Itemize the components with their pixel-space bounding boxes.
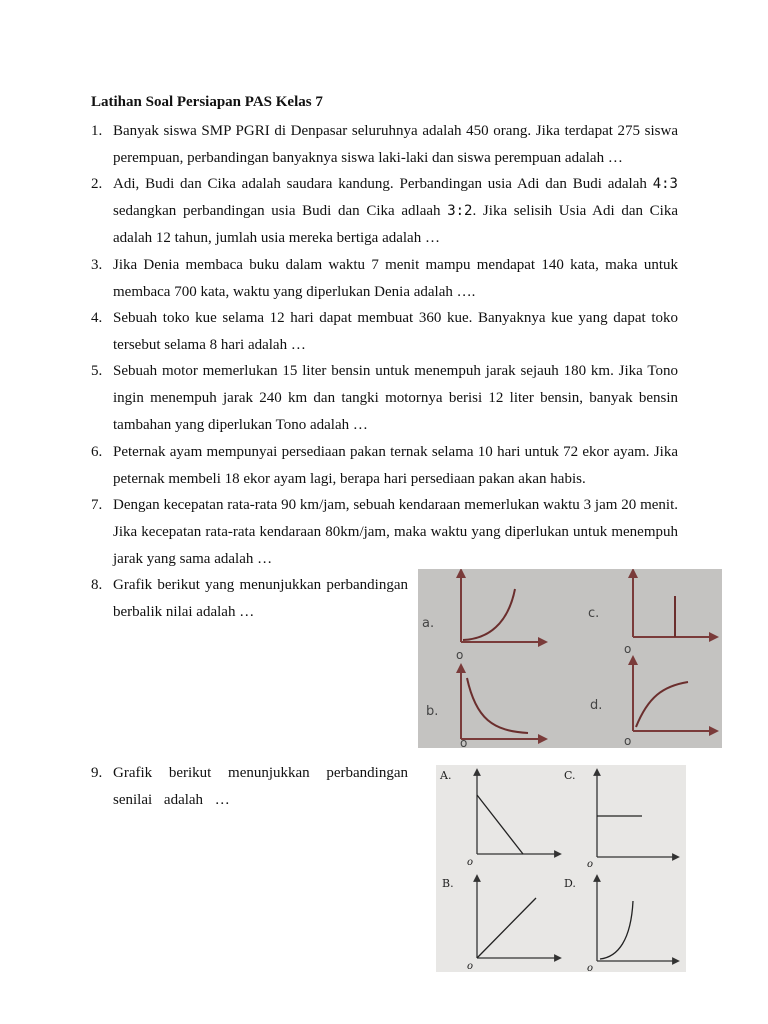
origin-label: o <box>456 648 464 662</box>
question-number: 1. <box>91 123 103 139</box>
origin-label: o <box>587 859 594 870</box>
question-text: Sebuah toko kue selama 12 hari dapat membuat 360 kue. Banyaknya kue yang dapat toko tersebut selama 8 hari adalah … <box>113 310 678 353</box>
increasing-line <box>477 898 536 958</box>
origin-label: o <box>624 734 632 748</box>
question-3 <box>91 252 678 306</box>
graph-label: a. <box>422 616 435 631</box>
ratio-budi-cika: 3:2 <box>447 203 473 219</box>
curve-decreasing <box>467 678 528 733</box>
graph-d <box>590 660 714 748</box>
question-number: 8. <box>91 577 103 593</box>
question-6 <box>91 439 678 493</box>
graph-label: c. <box>588 606 600 621</box>
graph-a <box>422 573 543 662</box>
question-text: Adi, Budi dan Cika adalah saudara kandung. Perbandingan usia Adi dan Budi adalah 4:3 sedangkan perbandingan usia Budi dan Cika adlaah 3:2. Jika selisih Usia Adi dan Cika adalah 12 tahun, jumlah usia mereka bertiga adalah … <box>113 176 678 246</box>
question-number: 2. <box>91 176 103 192</box>
question-text: Dengan kecepatan rata-rata 90 km/jam, sebuah kendaraan memerlukan waktu 3 jam 20 menit. Jika kecepatan rata-rata kendaraan 80km/jam, maka waktu yang diperlukan untuk menempuh jarak yang sama adalah … <box>113 497 678 567</box>
question-text: Banyak siswa SMP PGRI di Denpasar seluruhnya adalah 450 orang. Jika terdapat 275 siswa perempuan, perbandingan banyaknya siswa laki-laki dan siswa perempuan adalah … <box>113 123 678 166</box>
question-text: Sebuah motor memerlukan 15 liter bensin untuk menempuh jarak sejauh 180 km. Jika Tono ingin menempuh jarak 240 km dan tangki motornya berisi 12 liter bensin, banyak bensin tambahan yang diperlukan Tono adalah … <box>113 363 678 433</box>
graph-label: d. <box>590 698 603 713</box>
question-number: 7. <box>91 497 103 513</box>
ratio-adi-budi: 4:3 <box>652 176 678 192</box>
page-title: Latihan Soal Persiapan PAS Kelas 7 <box>91 94 323 110</box>
graph-label: b. <box>426 704 439 719</box>
question-text: Jika Denia membaca buku dalam waktu 7 menit mampu mendapat 140 kata, maka untuk membaca 700 kata, waktu yang diperlukan Denia adalah …. <box>113 257 678 300</box>
graph-label: A. <box>440 769 452 782</box>
curve-saturating <box>636 682 688 727</box>
decreasing-line <box>477 795 523 854</box>
origin-label: o <box>587 963 594 972</box>
question-number: 6. <box>91 444 103 460</box>
graph-D <box>564 877 676 972</box>
origin-label: o <box>467 961 474 972</box>
origin-label: o <box>624 642 632 656</box>
question-8 <box>91 572 408 626</box>
graph-A <box>439 769 558 868</box>
curve-increasing <box>600 901 633 959</box>
question-number: 3. <box>91 257 103 273</box>
figure-8-graphs <box>418 569 722 748</box>
question-7 <box>91 492 678 573</box>
question-5 <box>91 358 678 439</box>
graph-B <box>442 877 558 972</box>
question-text: Grafik berikut menunjukkan perbandingan senilai adalah … <box>113 765 408 808</box>
question-number: 5. <box>91 363 103 379</box>
graph-C <box>564 769 676 870</box>
question-4 <box>91 305 678 359</box>
graph-label: D. <box>564 877 576 890</box>
graph-b <box>426 668 543 748</box>
origin-label: o <box>467 857 474 868</box>
question-2 <box>91 171 678 252</box>
figure-9-graphs <box>436 765 686 972</box>
question-number: 4. <box>91 310 103 326</box>
question-number: 9. <box>91 765 103 781</box>
question-text: Peternak ayam mempunyai persediaan pakan ternak selama 10 hari untuk 72 ekor ayam. Jika peternak membeli 18 ekor ayam lagi, berapa hari persediaan pakan akan habis. <box>113 444 678 487</box>
graph-c <box>588 573 714 656</box>
question-text: Grafik berikut yang menunjukkan perbandingan berbalik nilai adalah … <box>113 577 408 620</box>
question-9 <box>91 760 408 814</box>
graph-label: B. <box>442 877 454 890</box>
origin-label: o <box>460 736 468 748</box>
graph-label: C. <box>564 769 576 782</box>
curve-increasing <box>463 589 515 640</box>
question-1 <box>91 118 678 172</box>
